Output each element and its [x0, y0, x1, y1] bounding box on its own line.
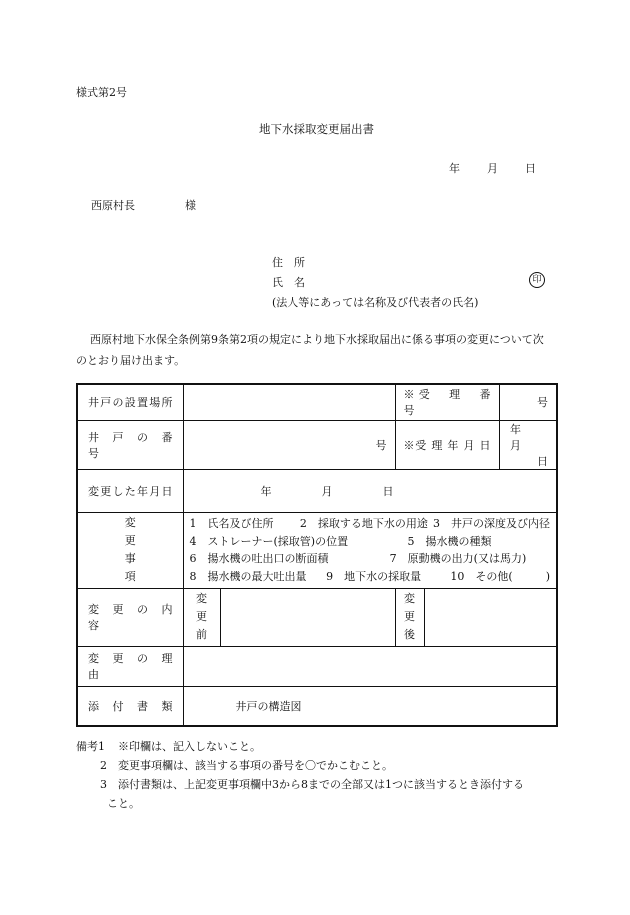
date-month: 月: [487, 162, 498, 175]
after-cell: [395, 588, 557, 646]
note-item-3-cont: こと。: [107, 797, 140, 810]
receipt-date-month: 月: [510, 438, 522, 452]
change-date-day: 日: [382, 484, 394, 498]
body-text: 西原村地下水保全条例第9条第2項の規定により地下水採取届出に係る事項の変更について次のとおり届け出ます。: [76, 333, 544, 367]
name-label: 氏 名: [272, 276, 305, 289]
change-form-table: [76, 383, 558, 727]
receipt-date-day: 日: [537, 454, 549, 468]
change-item-6[interactable]: 6 揚水機の吐出口の断面積: [189, 552, 329, 565]
change-items-list: [183, 512, 557, 588]
after-label: [396, 589, 425, 646]
before-label: [183, 588, 220, 646]
change-item-4[interactable]: 4 ストレーナー(採取管)の位置: [189, 534, 349, 548]
before-char: 変: [196, 592, 207, 605]
date-day: 日: [525, 162, 536, 175]
well-location-field[interactable]: [183, 384, 395, 420]
change-items-label: [77, 512, 183, 588]
list-item: [190, 568, 551, 586]
address-label: 住 所: [272, 256, 305, 269]
change-items-char: 事: [124, 552, 136, 565]
applicant-block: [272, 255, 478, 315]
change-date-month: 月: [321, 484, 333, 498]
submission-date: [449, 163, 536, 174]
change-date-field[interactable]: [183, 469, 557, 512]
after-char: 後: [404, 628, 416, 641]
list-item: [190, 550, 551, 568]
change-item-9[interactable]: 9 地下水の採取量: [326, 569, 422, 583]
change-item-10[interactable]: 10 その他( ): [450, 569, 551, 583]
applicant-note: (法人等にあっては名称及び代表者の氏名): [272, 296, 479, 309]
addressee-honorific: 様: [185, 199, 196, 212]
table-row: [77, 686, 557, 726]
note-prefix: 備考1: [76, 740, 105, 753]
note-number-2: 2: [100, 759, 107, 772]
change-item-2[interactable]: 2 採取する地下水の用途: [299, 517, 428, 530]
change-reason-field[interactable]: [183, 646, 557, 686]
table-row: [77, 588, 557, 646]
after-field[interactable]: [425, 589, 557, 646]
after-char: 変: [404, 592, 416, 605]
date-year: 年: [449, 162, 460, 175]
change-date-year: 年: [260, 484, 272, 498]
well-number-unit: 号: [375, 438, 387, 452]
change-item-1[interactable]: 1 氏名及び住所: [189, 517, 274, 530]
well-number-label: 井 戸 の 番 号: [77, 420, 183, 469]
note-number-3: 3: [100, 778, 107, 791]
receipt-number-label: ※受 理 番 号: [395, 384, 499, 420]
change-item-7[interactable]: 7 原動機の出力(又は馬力): [389, 552, 527, 565]
attachments-label: 添 付 書 類: [77, 686, 183, 726]
change-item-3[interactable]: 3 井戸の深度及び内径: [433, 517, 551, 530]
form-number: 様式第2号: [76, 86, 127, 99]
change-items-char: 変: [124, 516, 136, 529]
addressee-name: 西原村長: [91, 199, 135, 212]
table-row: [77, 384, 557, 420]
note-item-3: 添付書類は、上記変更事項欄中3から8までの全部又は1つに該当するとき添付する: [118, 778, 524, 791]
receipt-date-label: ※受 理 年 月 日: [395, 420, 499, 469]
after-char: 更: [404, 610, 416, 623]
table-row: [77, 646, 557, 686]
change-date-label: 変更した年月日: [77, 469, 183, 512]
before-field[interactable]: [220, 588, 395, 646]
list-item: [190, 515, 551, 533]
table-row: [77, 469, 557, 512]
before-char: 前: [196, 628, 207, 641]
receipt-date-year: 年: [510, 422, 522, 436]
change-items-char: 項: [124, 570, 136, 583]
well-number-field[interactable]: [183, 420, 395, 469]
attachments-value: 井戸の構造図: [183, 686, 557, 726]
change-items-char: 更: [124, 534, 136, 547]
well-location-label: 井戸の設置場所: [77, 384, 183, 420]
change-content-label: 変 更 の 内 容: [77, 588, 183, 646]
change-item-5[interactable]: 5 揚水機の種類: [407, 534, 492, 548]
change-item-8[interactable]: 8 揚水機の最大吐出量: [189, 569, 307, 583]
receipt-number-unit: 号: [537, 396, 549, 410]
document-title: 地下水採取変更届出書: [259, 122, 374, 136]
receipt-date-field[interactable]: [499, 420, 557, 469]
list-item: [190, 533, 551, 551]
receipt-number-field[interactable]: [499, 384, 557, 420]
note-item-1: ※印欄は、記入しないこと。: [118, 740, 261, 753]
table-row: [77, 512, 557, 588]
note-item-2: 変更事項欄は、該当する事項の番号を〇でかこむこと。: [118, 759, 393, 772]
before-char: 更: [196, 610, 207, 623]
addressee: [91, 200, 196, 211]
seal-mark: 印: [529, 272, 545, 288]
change-reason-label: 変 更 の 理 由: [77, 646, 183, 686]
table-row: [77, 420, 557, 469]
